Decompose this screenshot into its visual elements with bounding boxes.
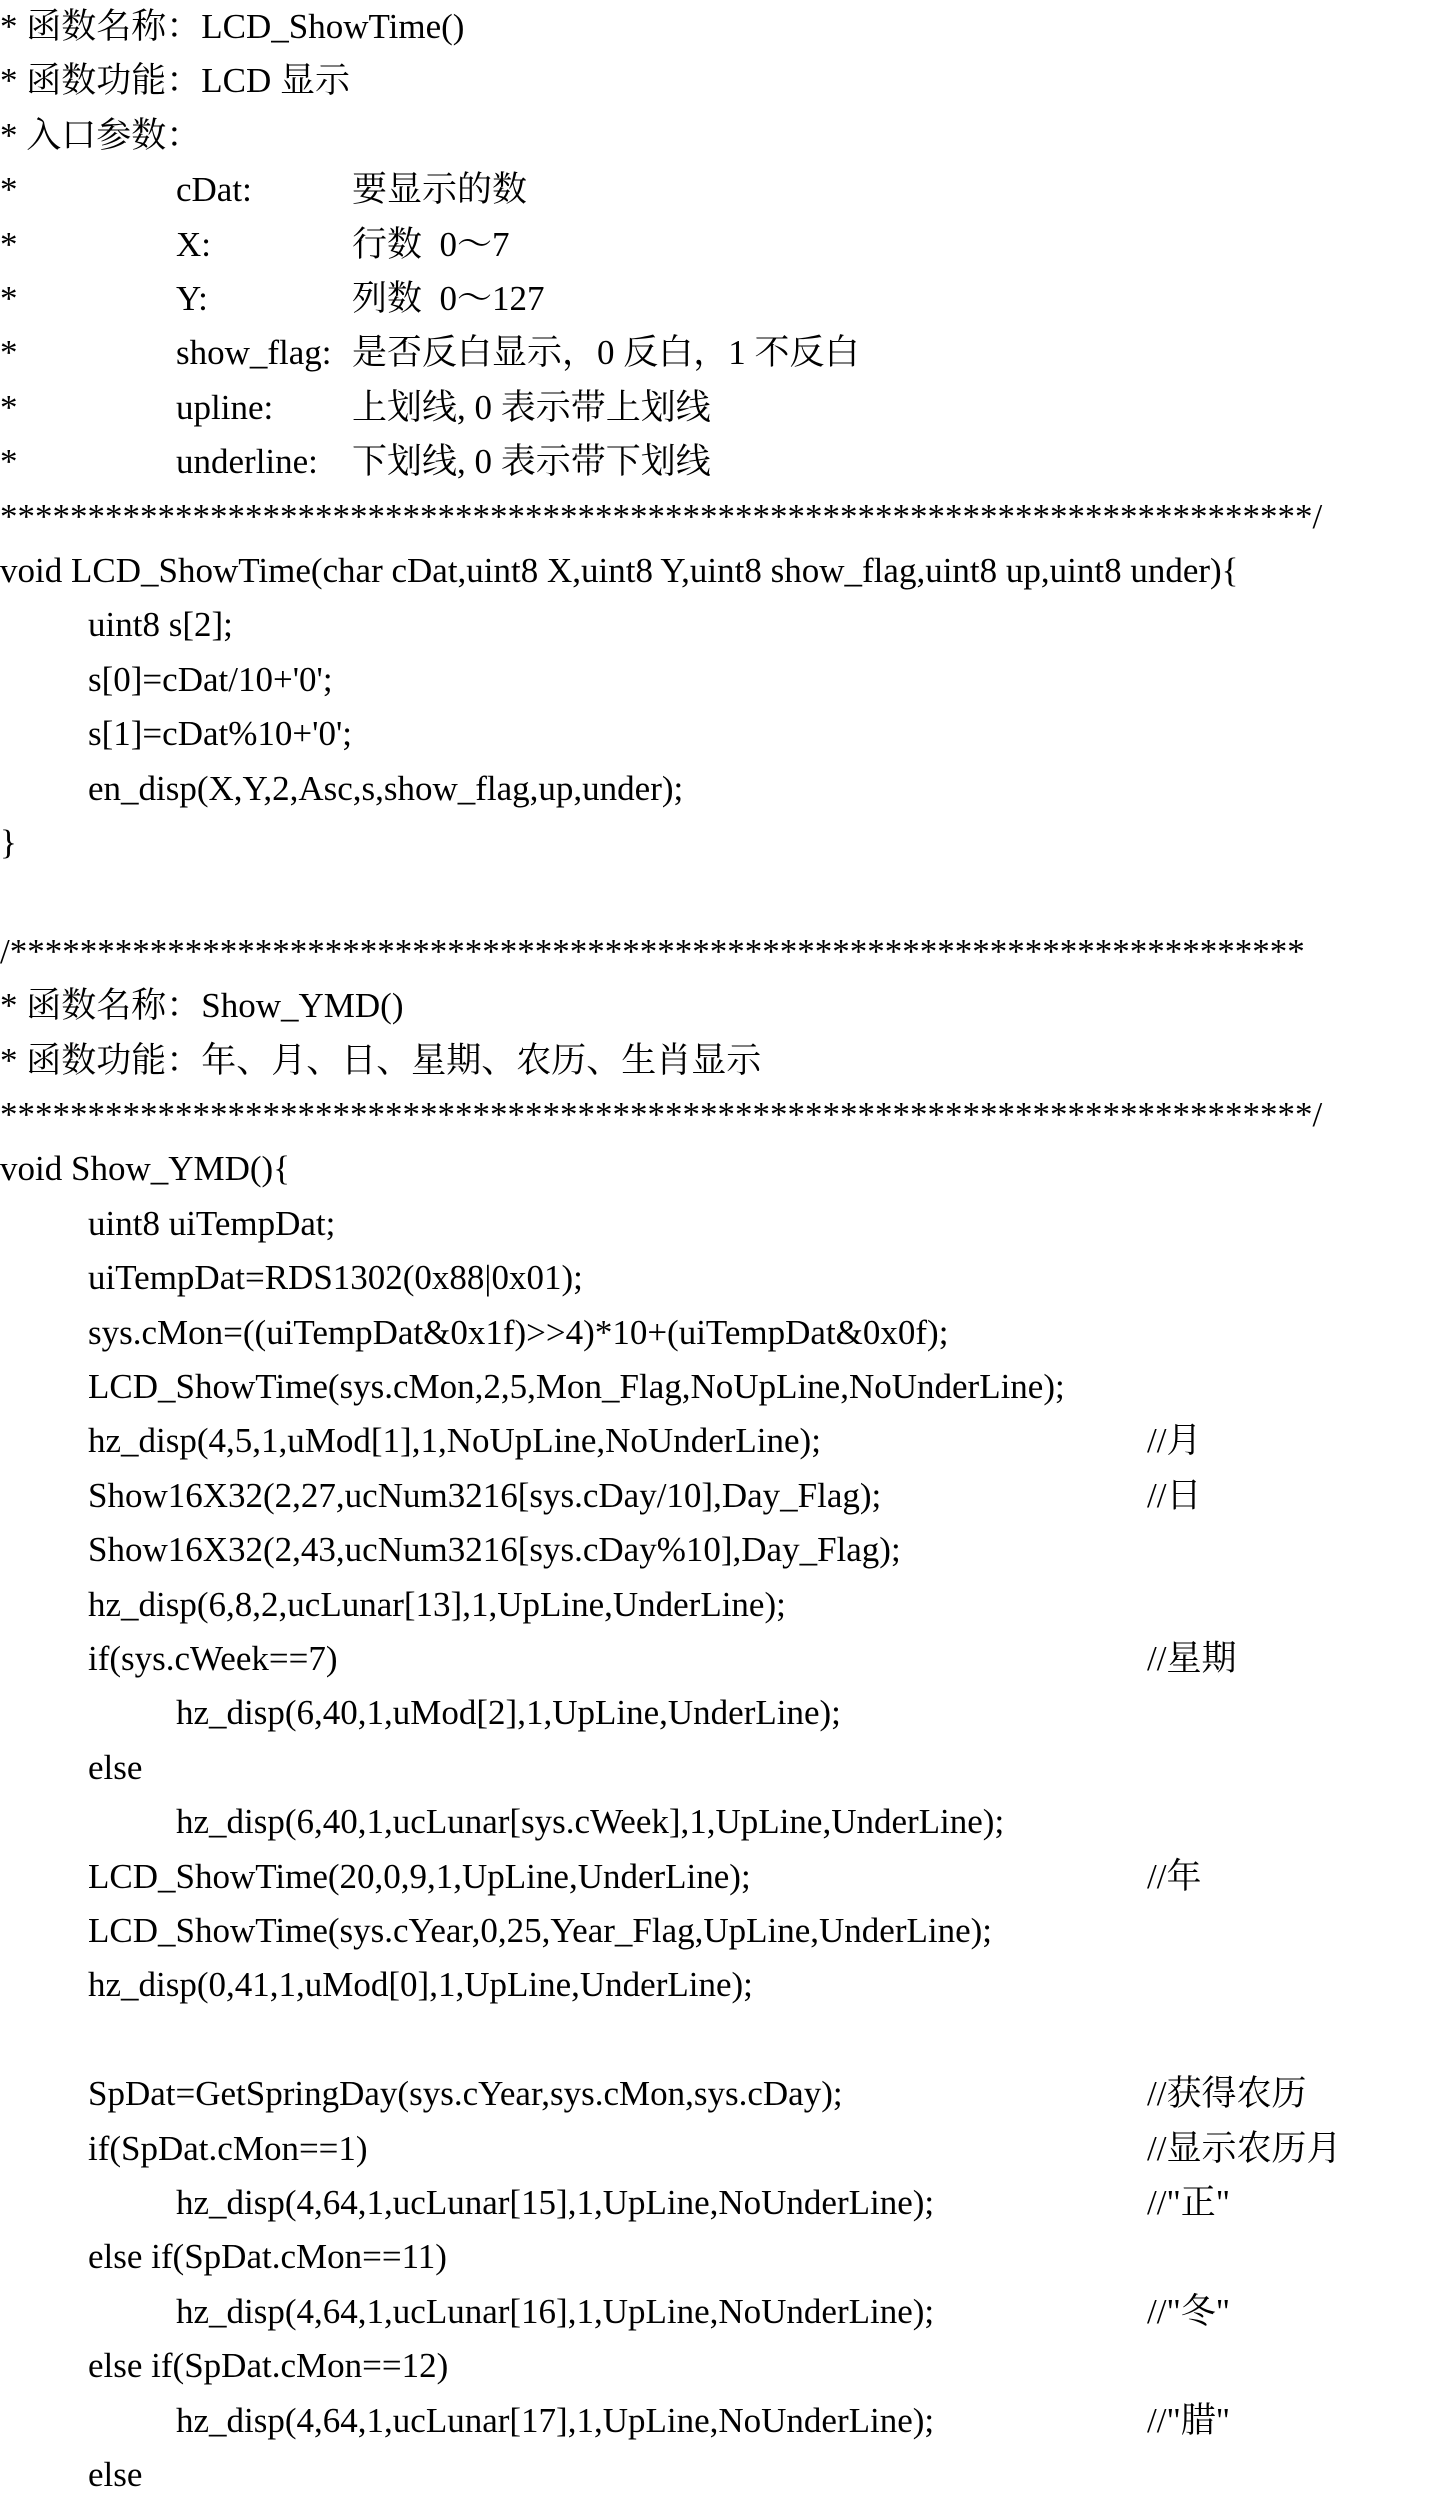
code-text: hz_disp(0,41,1,uMod[0],1,UpLine,UnderLine); — [88, 1965, 753, 2005]
code-text: if(sys.cWeek==7) — [88, 1639, 338, 1678]
code-line — [0, 1360, 1434, 1414]
code-text: else if(SpDat.cMon==12) — [88, 2346, 449, 2386]
inline-comment: //"冬" — [1147, 2291, 1231, 2331]
code-text: ***************************************************************************/ — [0, 496, 1323, 536]
code-line — [0, 490, 1434, 544]
code-text: hz_disp(6,40,1,ucLunar[sys.cWeek],1,UpLine,UnderLine); — [176, 1802, 1005, 1842]
code-text: hz_disp(4,64,1,ucLunar[17],1,UpLine,NoUnderLine); — [176, 2400, 935, 2440]
code-line — [0, 1904, 1434, 1958]
code-line — [0, 326, 1434, 380]
code-line — [0, 0, 1434, 54]
code-text: sys.cMon=((uiTempDat&0x1f)>>4)*10+(uiTempDat&0x0f); — [88, 1312, 949, 1352]
inline-comment: //年 — [1147, 1856, 1202, 1896]
code-line — [0, 1578, 1434, 1632]
code-line — [0, 2448, 1434, 2502]
param-name: underline: — [176, 442, 318, 482]
code-text: } — [0, 823, 17, 862]
code-text: s[1]=cDat%10+'0'; — [88, 714, 352, 754]
code-text: LCD_ShowTime(sys.cMon,2,5,Mon_Flag,NoUpLine,NoUnderLine); — [88, 1367, 1065, 1406]
code-text: * 函数名称：Show_YMD() — [0, 986, 404, 1026]
code-text: Show16X32(2,27,ucNum3216[sys.cDay/10],Day_Flag); — [88, 1475, 882, 1515]
code-line — [0, 762, 1434, 816]
inline-comment: //月 — [1147, 1421, 1202, 1461]
code-text: * 入口参数： — [0, 115, 202, 155]
code-line — [0, 218, 1434, 272]
param-description: 下划线, 0 表示带下划线 — [352, 442, 711, 482]
code-text: ***************************************************************************/ — [0, 1095, 1323, 1134]
code-line — [0, 1142, 1434, 1196]
code-text: else — [88, 1747, 143, 1787]
code-text: /************************************************************************** — [0, 931, 1305, 971]
code-line — [0, 1197, 1434, 1251]
code-line — [0, 1469, 1434, 1523]
code-line — [0, 1523, 1434, 1577]
param-description: 是否反白显示，0 反白，1 不反白 — [352, 333, 860, 373]
code-line — [0, 381, 1434, 435]
code-line — [0, 979, 1434, 1033]
code-line — [0, 1251, 1434, 1305]
code-line — [0, 1632, 1434, 1686]
comment-star: * — [0, 170, 18, 210]
code-line — [0, 109, 1434, 163]
param-name: upline: — [176, 387, 274, 427]
code-line — [0, 1414, 1434, 1468]
inline-comment: //获得农历 — [1147, 2074, 1307, 2114]
code-line — [0, 2339, 1434, 2393]
code-line — [0, 1306, 1434, 1360]
code-line — [0, 2176, 1434, 2230]
code-line — [0, 598, 1434, 652]
code-text: else if(SpDat.cMon==11) — [88, 2237, 447, 2277]
code-text: uiTempDat=RDS1302(0x88|0x01); — [88, 1258, 583, 1298]
param-description: 行数 0～7 — [352, 224, 510, 264]
code-line — [0, 54, 1434, 108]
code-line — [0, 2394, 1434, 2448]
code-text: * 函数功能：年、月、日、星期、农历、生肖显示 — [0, 1040, 762, 1080]
code-line — [0, 816, 1434, 870]
code-text: s[0]=cDat/10+'0'; — [88, 659, 333, 699]
code-text: LCD_ShowTime(sys.cYear,0,25,Year_Flag,UpLine,UnderLine); — [88, 1911, 993, 1950]
code-line — [0, 1034, 1434, 1088]
code-line — [0, 435, 1434, 489]
code-text: * 函数功能：LCD 显示 — [0, 61, 351, 101]
code-text: hz_disp(4,5,1,uMod[1],1,NoUpLine,NoUnderLine); — [88, 1421, 821, 1461]
code-text: hz_disp(4,64,1,ucLunar[15],1,UpLine,NoUnderLine); — [176, 2183, 935, 2222]
code-line — [0, 1686, 1434, 1740]
param-description: 上划线, 0 表示带上划线 — [352, 387, 711, 427]
inline-comment: //日 — [1147, 1475, 1202, 1515]
code-text: if(SpDat.cMon==1) — [88, 2128, 368, 2168]
code-line — [0, 707, 1434, 761]
code-line — [0, 1850, 1434, 1904]
code-line — [0, 1795, 1434, 1849]
code-line — [0, 2067, 1434, 2121]
code-line — [0, 870, 1434, 924]
comment-star: * — [0, 333, 18, 373]
param-name: X: — [176, 224, 211, 264]
code-text: hz_disp(6,8,2,ucLunar[13],1,UpLine,UnderLine); — [88, 1584, 786, 1624]
code-line — [0, 2230, 1434, 2284]
code-text: uint8 uiTempDat; — [88, 1203, 336, 1243]
code-text: void Show_YMD(){ — [0, 1149, 290, 1189]
code-line — [0, 2285, 1434, 2339]
code-line — [0, 2013, 1434, 2067]
comment-star: * — [0, 279, 18, 318]
inline-comment: //显示农历月 — [1147, 2128, 1342, 2168]
param-name: Y: — [176, 279, 208, 318]
code-line — [0, 1088, 1434, 1142]
comment-star: * — [0, 387, 18, 427]
param-description: 要显示的数 — [352, 170, 528, 210]
code-line — [0, 272, 1434, 326]
param-name: show_flag: — [176, 333, 332, 373]
code-text: hz_disp(4,64,1,ucLunar[16],1,UpLine,NoUnderLine); — [176, 2291, 935, 2331]
comment-star: * — [0, 224, 18, 264]
code-line — [0, 653, 1434, 707]
code-text: * 函数名称：LCD_ShowTime() — [0, 7, 465, 46]
param-description: 列数 0～127 — [352, 279, 545, 318]
code-line — [0, 2122, 1434, 2176]
code-line — [0, 1741, 1434, 1795]
code-text: void LCD_ShowTime(char cDat,uint8 X,uint8 Y,uint8 show_flag,uint8 up,uint8 under){ — [0, 551, 1239, 590]
code-text: uint8 s[2]; — [88, 605, 233, 645]
inline-comment: //"正" — [1147, 2183, 1231, 2222]
code-text: en_disp(X,Y,2,Asc,s,show_flag,up,under); — [88, 768, 684, 808]
inline-comment: //"腊" — [1147, 2400, 1231, 2440]
inline-comment: //星期 — [1147, 1639, 1237, 1678]
code-text: SpDat=GetSpringDay(sys.cYear,sys.cMon,sys.cDay); — [88, 2074, 843, 2114]
code-text: else — [88, 2455, 143, 2494]
code-text: LCD_ShowTime(20,0,9,1,UpLine,UnderLine); — [88, 1856, 751, 1896]
code-line — [0, 163, 1434, 217]
code-line — [0, 544, 1434, 598]
code-text: Show16X32(2,43,ucNum3216[sys.cDay%10],Day_Flag); — [88, 1530, 901, 1570]
code-line — [0, 1958, 1434, 2012]
comment-star: * — [0, 442, 18, 482]
code-line — [0, 925, 1434, 979]
param-name: cDat: — [176, 170, 252, 210]
code-text: hz_disp(6,40,1,uMod[2],1,UpLine,UnderLine); — [176, 1693, 841, 1733]
